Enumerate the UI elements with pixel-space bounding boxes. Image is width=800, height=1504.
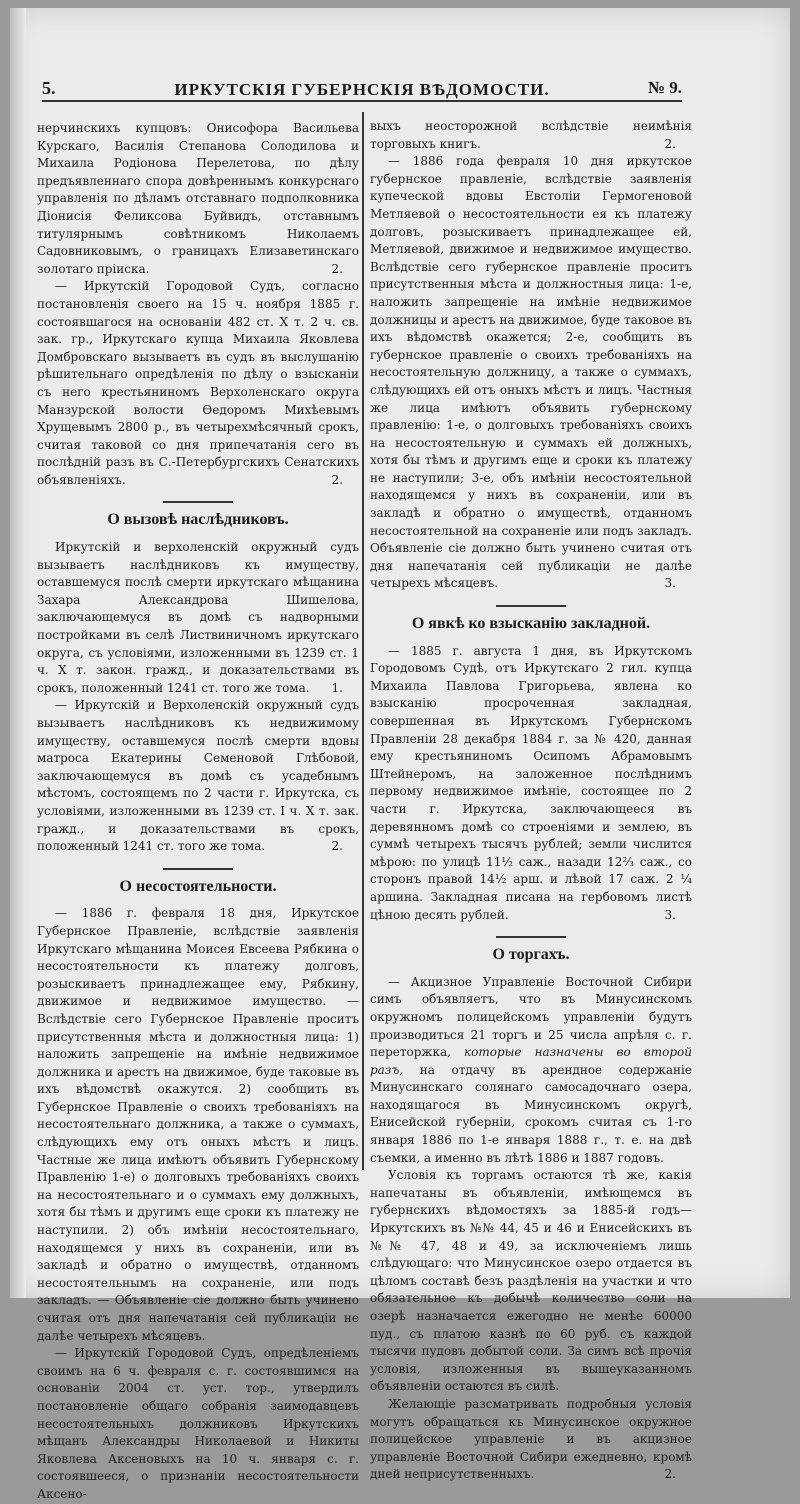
notice-text: Желающіе разсматривать подробныя условія могутъ обращаться къ Минусинское окружное полицейское управленіе и въ акцизное управленіе Восточной Сибири ежедневно, кромѣ дней неприсутственныхъ. [370, 1396, 692, 1482]
notice-italic-text: которые назначены во второй разъ, [370, 1045, 692, 1077]
page-spine-shadow [10, 8, 26, 1298]
notice-text: — Акцизное Управленіе Восточной Сибири симъ объявляетъ, что въ Минусинскомъ окружномъ полицейскомъ управленіи будутъ производиться 21 торгъ и 25 числа апрѣля с. г. переторжка, [370, 974, 692, 1060]
notice-text: — Иркутскій и Верхоленскій окружный судъ вызываетъ наслѣдниковъ къ недвижимому имуществу, оставшемуся послѣ смерти вдовы матроса Екатерины Семеновой Глѣбовой, заключающемуся въ домѣ съ усадебнымъ мѣстомъ, состоящемъ по 2 части г. Иркутска, съ условіями, изложенными въ 1239 ст. I ч. X т. зак. гражд., и доказательствами въ срокъ, положенный 1241 ст. того же тома. [37, 698, 359, 854]
issue-number: № 9. [647, 78, 682, 97]
notice-dombrovskago [37, 278, 359, 489]
notice-number: 3. [664, 576, 676, 591]
notice-text: нерчинскихъ купцовъ: Онисофора Васильева Курскаго, Василія Степанова Солодилова и Михаила Родіонова Перелетова, по дѣлу предъявленнаго спора довѣреннымъ конкурснаго управленія по дѣламъ отставнаго подполковника Діонисія Феликсова Буйвидъ, отставнымъ титулярнымъ совѣтникомъ Николаемъ Садовниковымъ, о границахъ Елизаветинскаго золотаго прiиска. [37, 121, 359, 276]
notice-aksenovy-cont [370, 118, 692, 153]
section-separator [496, 605, 566, 607]
notice-number: 3. [664, 907, 676, 922]
notice-text: выхъ неосторожной вслѣдствіе неимѣнія торговыхъ книгъ. [370, 119, 692, 151]
notice-number: 1. [331, 680, 343, 695]
notice-grigoriev [370, 643, 692, 925]
notice-text: — Иркутскій Городовой Судъ, опредѣленіемъ своимъ на 6 ч. февраля с. г. состоявшимся на основаніи 2004 ст. уст. тор., утвердилъ постановленіе общаго собранія заимодавцевъ несостоятельныхъ должниковъ Иркутскихъ мѣщанъ Александры Николаевой и Никиты Яковлева Аксеновыхъ на 10 ч. января с. г. состоявшееся, о признаніи несостоятельности Аксено- [37, 1346, 359, 1501]
notice-kurskago [37, 120, 359, 278]
notice-text: Иркутскій и верхоленскій окружный судъ вызываетъ наслѣдниковъ къ имуществу, оставшемуся послѣ смерти иркутскаго мѣщанина Захара Александрова Шишелова, заключающемуся въ домѣ съ надворными постройками въ селѣ Листвиничномъ иркутскаго округа, съ условіями, изложенными въ 1239 ст. 1 ч. X т. закон. гражд., и доказательствами въ срокъ, положенный 1241 ст. того же тома. [37, 540, 359, 695]
notice-text: Условія къ торгамъ остаются тѣ же, какія напечатаны въ объявленіи, имѣющемся въ губернскихъ вѣдомостяхъ за 1885-й годъ—Иркутскихъ въ №№ 44, 45 и 46 и Енисейскихъ въ №№ 47, 48 и 49, за исключеніемъ лишь слѣдующаго: что Минусинское озеро отдается въ цѣломъ составѣ безъ раздѣленія на участки и что обязательное къ добычѣ количество соли на озерѣ назначается ежегодно не менѣе 60000 пуд., съ платою казнѣ по 60 руб. съ каждой тысячи пудовъ добытой соли. За симъ всѣ прочія условія, изложенныя въ вышеуказанномъ объявленіи остаются въ силѣ. [370, 1168, 692, 1394]
notice-ryabkin [37, 905, 359, 1345]
page-number: 5. [42, 78, 56, 98]
notice-text: — 1886 года февраля 10 дня иркутское губернское правленіе, вслѣдствіе заявленія купеческой вдовы Евстоліи Гермогеновой Метляевой о несостоятельности ея къ платежу долговъ, розыскиваетъ принадлежащее ей, Метляевой, движимое и недвижимое имущество. Вслѣдствіе сего губернское правленіе проситъ присутственныя мѣста и должностныя лица: 1-е, наложить запрещеніе на имѣніе недвижимое должницы и арестъ на движимое, буде таковое въ ихъ вѣдомствѣ окажется; 2-е, сообщить въ губернское правленіе о своихъ требованіяхъ на несостоятельную должницу, а также о суммахъ, слѣдующихъ ей отъ оныхъ мѣстъ и лицъ. Частныя же лица имѣютъ объявить губернскому правленію: 1-е, о долговыхъ требованіяхъ своихъ на несостоятельную и суммахъ ей должныхъ, хотя бы тѣмъ и другимъ еще и сроки къ платежу не наступили; 3-е, объ имѣніи несостоятельной находящемся у нихъ въ сохраненіи, или въ закладѣ и обратно о имуществѣ, отданномъ несостоятельной на сохраненіе или подъ закладъ. Объявленіе сіе должно быть учинено считая отъ дня напечатанія сей публикаціи не далѣе четырехъ мѣсяцевъ. [370, 154, 692, 591]
notice-text: — 1885 г. августа 1 дня, въ Иркутскомъ Городовомъ Судѣ, отъ Иркутскаго 2 гил. купца Михаила Павлова Григорьева, явлена ко взысканію просроченная закладная, совершенная въ Иркутскомъ Губернскомъ Правленіи 28 декабря 1884 г. за № 420, данная ему крестьяниномъ Осипомъ Абрамовымъ Штейнеромъ, на заложенное послѣднимъ первому недвижимое имѣніе, состоящее по 2 части г. Иркутска, заключающееся въ деревянномъ домѣ со строеніями и землею, въ суммѣ четырехъ тысячъ рублей; земли числится мѣрою: по улицѣ 11½ саж., назади 12⅔ саж., со сторонъ правой 14½ арш. и лѣвой 17 саж. 2 ¼ аршина. Закладная писана на гербовомъ листѣ цѣною десять рублей. [370, 643, 692, 922]
notice-auction-contact [370, 1396, 692, 1484]
section-heading-insolvency: О несостоятельности. [119, 877, 277, 895]
notice-excise-auction [370, 974, 692, 1168]
notice-text: на отдачу въ арендное содержаніе Минусинскаго солянаго самосадочнаго озера, находящагося въ Минусинскомъ округѣ, Енисейской губерніи, срокомъ считая съ 1-го января 1886 по 1-е января 1888 г., т. е. на двѣ съемки, а именно въ лѣтѣ 1886 и 1887 годовъ. [370, 1062, 692, 1165]
right-column [370, 118, 692, 1484]
newspaper-title: ИРКУТСКІЯ ГУБЕРНСКІЯ ВѢДОМОСТИ. [174, 80, 550, 99]
notice-number: 2. [331, 839, 343, 854]
section-heading-heirs: О вызовѣ наслѣдниковъ. [107, 511, 289, 529]
section-heading-mortgage: О явкѣ ко взысканію закладной. [411, 615, 651, 633]
section-heading-auctions: О торгахъ. [492, 946, 570, 964]
left-column [37, 120, 359, 1504]
notice-number: 2. [664, 1467, 676, 1482]
section-separator [496, 936, 566, 938]
column-divider [362, 112, 364, 1170]
section-separator [163, 868, 233, 870]
notice-glebova [37, 697, 359, 855]
notice-number: 2. [331, 261, 343, 276]
notice-text: — 1886 г. февраля 18 дня, Иркутское Губернское Правленіе, вслѣдствіе заявленія Иркутскаго мѣщанина Моисея Евсеева Рябкина о несостоятельности къ платежу долговъ, розыскиваетъ принадлежащее ему, Рябкину, движимое и недвижимое имущество. — Вслѣдствіе сего Губернское Правленіе проситъ присутственныя мѣста и должностныя лица: 1) наложить запрещеніе на имѣніе недвижимое должника и арестъ на движимое, буде таковые въ ихъ вѣдомствѣ окажутся. 2) сообщить въ Губернское Правленіе о своихъ требованіяхъ на несостоятельнаго должника, а также о суммахъ, слѣдующихъ ему отъ оныхъ мѣстъ и лицъ. Частные же лица имѣютъ объявить Губернскому Правленію 1-е) о долговыхъ требованіяхъ своихъ на несостоятельнаго и о суммахъ ему должныхъ, хотя бы тѣмъ и другимъ еще сроки къ платежу не наступили. 2) объ имѣніи несостоятельнаго, находящемся у нихъ въ сохраненіи, или въ закладѣ и обратно о имуществѣ, отданномъ несостоятельнымъ на сохраненіе, или подъ закладъ. — Объявленіе сіе должно быть учинено считая отъ дня напечатанія сей публикаціи не далѣе четырехъ мѣсяцевъ. [37, 906, 359, 1343]
notice-number: 2. [664, 136, 676, 151]
notice-aksenovy [37, 1345, 359, 1503]
notice-number: 2. [331, 472, 343, 487]
notice-metlyaeva [370, 153, 692, 593]
notice-shishelov [37, 539, 359, 697]
notice-text: — Иркутскій Городовой Судъ, согласно постановленія своего на 15 ч. ноября 1885 г. состоявшагося на основаніи 482 ст. X т. 2 ч. св. зак. гр., Иркутскаго купца Михаила Яковлева Домбровскаго вызываетъ въ судъ въ выслушанію рѣшительнаго опредѣленія по дѣлу о взысканіи съ него крестьяниномъ Верхоленскаго округа Манзурской волости Ѳедоромъ Михѣевымъ Хрущевымъ 2800 р., въ четырехмѣсячный срокъ, считая таковой со дня припечатанія сего въ послѣдній разъ въ С.-Петербургскихъ Сенатскихъ объявленіяхъ. [37, 279, 359, 487]
section-separator [163, 501, 233, 503]
page-header [42, 72, 682, 102]
notice-auction-terms [370, 1167, 692, 1396]
